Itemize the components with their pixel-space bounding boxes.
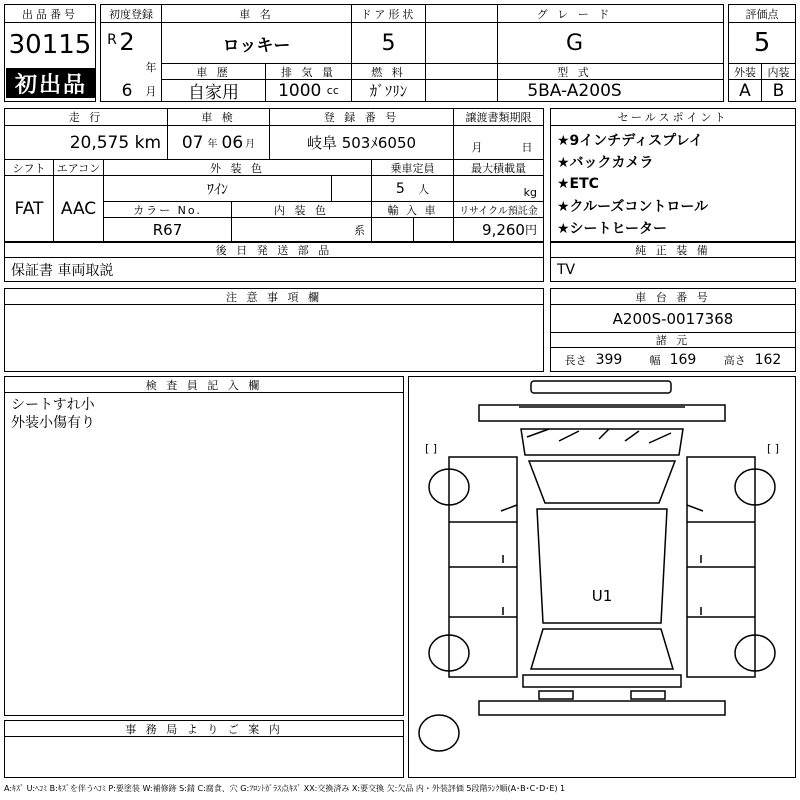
int-color-unit: 系 [354,224,365,237]
equipment-header: 純 正 装 備 [635,244,711,257]
recycle-number: 9,260 [482,220,525,239]
shift-value: FAT [14,198,44,219]
chassis-box [550,288,796,372]
specs-values [551,348,795,371]
mileage-header: 走 行 [68,111,104,124]
score-value: 5 [753,28,771,58]
front-bumper-shape [531,381,671,393]
mid-info-box [4,108,544,242]
first-reg-month-unit: 月 [145,85,157,98]
fuel-value: ｶﾞｿﾘﾝ [369,82,408,100]
displacement-unit: cc [326,84,339,97]
mileage-value [5,126,167,159]
max-load-unit: kg [523,185,537,199]
recycle-unit: 円 [524,223,537,237]
height-label: 高さ [723,353,746,367]
legend-text: A:ｷｽﾞ U:ﾍｺﾐ B:ｷｽﾞを伴うﾍｺﾐ P:要塗装 W:補修跡 S:錆 C:腐食、穴 G:ﾌﾛﾝﾄｶﾞﾗｽ点ｷｽﾞ XX:交換済み X:要交換 欠:欠品 内・外装評価 5段階ﾗﾝｸ順(A･B･C･D･E) 1 [4,783,566,793]
ext-color-header: 外 装 色 [210,161,265,175]
recycle-header: リサイクル預託金 [459,206,538,217]
width-value: 169 [669,351,697,368]
notes-header: 注 意 事 項 欄 [226,290,322,304]
ext-color-value: ﾜｲﾝ [207,181,228,198]
import-header: 輸 入 車 [387,203,438,217]
rear-panel-shape [523,675,681,687]
chassis-value: A200S-0017368 [612,309,734,328]
model-header: 型 式 [557,65,592,79]
registration-header: 登 録 番 号 [323,111,400,124]
bracket-right: [ ] [766,441,780,455]
capacity-value [372,176,453,201]
grade-header: グ レ ー ド [536,7,613,21]
color-no-header: カラー No. [133,203,202,217]
history-value: 自家用 [188,83,239,101]
history-header: 車 歴 [196,65,231,79]
car-name-header: 車 名 [239,7,274,21]
lot-number: 30115 [8,30,92,60]
inspector-header: 検 査 員 記 入 欄 [145,378,263,392]
sales-point-item: ★シートヒーター [557,221,667,237]
sales-points-box [550,108,796,242]
inspection-month-unit: 月 [245,139,256,150]
inspector-line: 外装小傷有り [11,415,95,431]
capacity-number: 5 [395,180,405,197]
capacity-header: 乗車定員 [390,161,435,175]
sales-points-header: セールスポイント [617,111,729,124]
first-reg-month: 6 [121,81,133,101]
width-label: 幅 [649,353,661,367]
ext-score-value: A [739,80,751,101]
chassis-header: 車 台 番 号 [635,290,711,304]
car-diagram-box [408,376,796,778]
displacement-number: 1000 [278,80,322,101]
inspection-month: 06 [221,132,244,153]
later-parts-value: 保証書 車両取説 [11,262,114,279]
registration-value: 岐阜 503ﾒ6050 [306,134,417,152]
score-header: 評価点 [745,7,779,21]
rear-lamp-left-shape [539,691,573,699]
model-value: 5BA-A200S [527,80,622,101]
length-value: 399 [595,351,623,368]
equipment-box [550,242,796,282]
door-header: ドア形状 [360,7,417,21]
recycle-value [454,218,543,241]
sales-point-item: ★クルーズコントロール [557,199,709,215]
hood-shape [521,429,683,455]
sales-point-item: ★バックカメラ [557,155,654,171]
later-parts-box [4,242,544,282]
rear-bumper-shape [479,701,725,715]
equipment-value: TV [557,261,576,278]
int-color-header: 内 装 色 [274,203,329,217]
length-label: 長さ [564,353,587,367]
car-name: ロッキー [222,35,291,56]
transfer-day-unit: 日 [521,141,533,154]
height-value: 162 [754,351,782,368]
mileage-number: 20,575 [69,132,130,153]
int-score-header: 内装 [767,65,790,79]
spare-wheel [419,715,459,751]
ext-score-header: 外装 [734,65,756,79]
right-mirror-shape [687,505,703,511]
specs-header: 諸 元 [655,334,691,347]
right-door-line [687,522,755,617]
front-glass-shape [529,461,675,503]
office-header: 事 務 局 よ り ご 案 内 [125,722,283,736]
displacement-value [266,80,351,101]
first-reg-year: 2 [119,28,135,56]
fuel-header: 燃 料 [371,65,406,79]
int-score-value: B [772,80,785,101]
mileage-unit: km [134,132,161,153]
transfer-month-unit: 月 [471,141,483,154]
lot-number-header: 出品番号 [22,7,78,21]
inspection-year-unit: 年 [207,139,218,150]
max-load-header: 最大積載量 [471,161,526,175]
office-box [4,720,404,778]
displacement-header: 排 気 量 [281,65,336,79]
rear-lamp-right-shape [631,691,665,699]
aircon-header: エアコン [56,161,101,175]
transfer-header: 譲渡書類期限 [465,111,532,124]
inspection-header: 車 検 [201,111,236,124]
inspection-value [168,126,269,159]
sales-point-item: ★9インチディスプレイ [557,133,703,149]
shift-header: シフト [12,161,46,175]
car-diagram [409,377,795,777]
first-listing-badge: 初出品 [6,68,96,98]
first-reg-header: 初度登録 [109,7,153,21]
left-mirror-shape [501,505,517,511]
bracket-left: [ ] [424,441,438,455]
door-value: 5 [381,30,396,56]
sales-point-item: ★ETC [557,176,599,192]
aircon-value: AAC [60,198,97,219]
left-door-line [449,522,517,617]
later-parts-header: 後 日 発 送 部 品 [215,244,333,257]
windshield-shape [527,429,671,443]
vehicle-info-box [100,4,724,102]
notes-box [4,288,544,372]
inspection-year: 07 [181,132,204,153]
score-box [728,4,796,102]
color-no-value: R67 [152,220,183,239]
grade-value: G [565,30,584,56]
first-reg-era: R [107,32,117,48]
rear-glass-shape [531,629,673,669]
first-reg-year-unit: 年 [145,61,157,74]
inspector-line: シートすれ小 [11,397,95,413]
inspector-box [4,376,404,716]
damage-mark: U1 [591,587,613,605]
capacity-unit: 人 [418,182,430,196]
